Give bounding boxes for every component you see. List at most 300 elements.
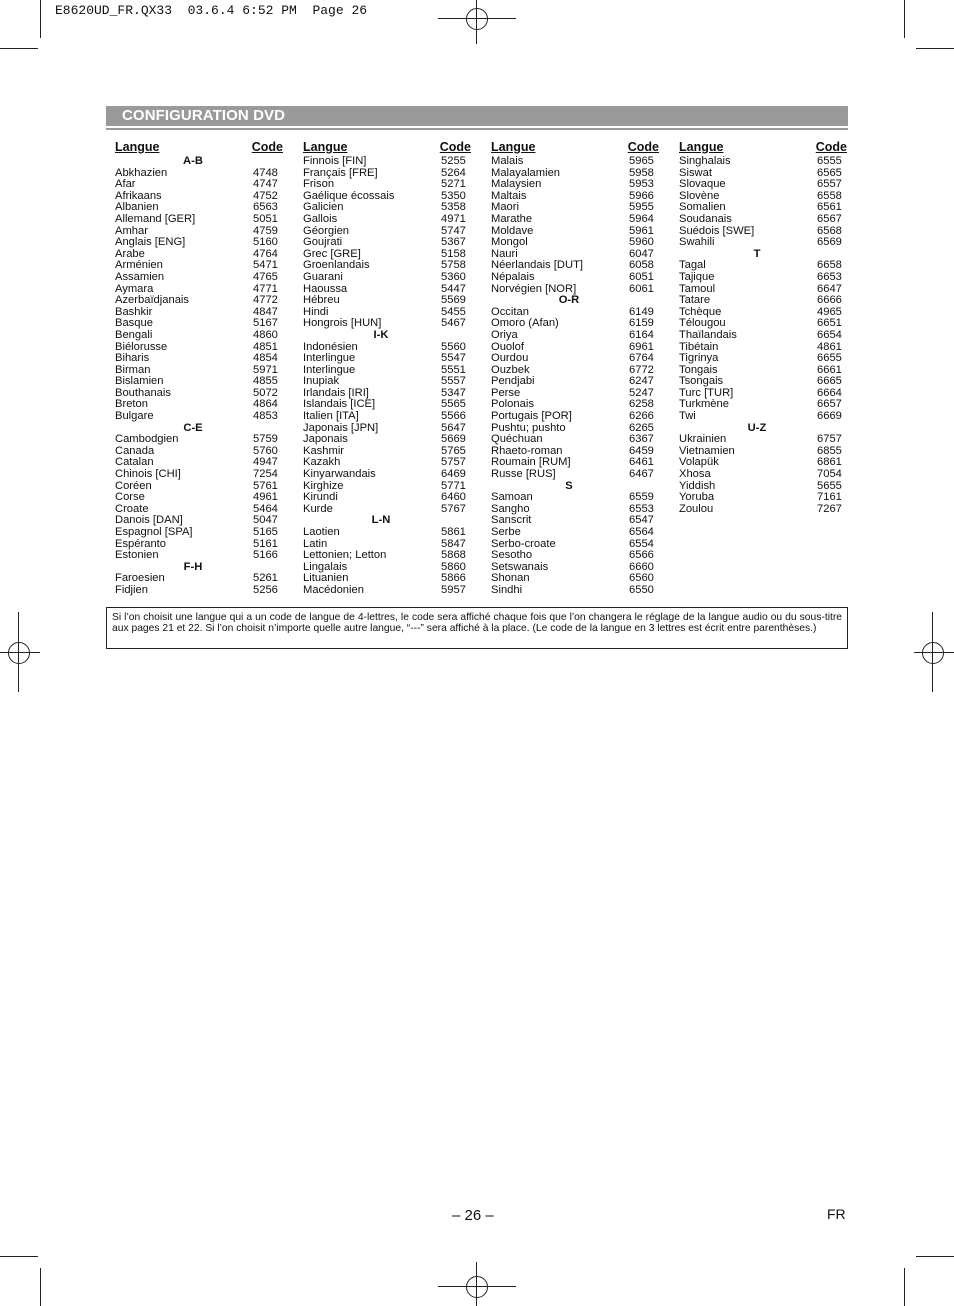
language-name: Fidjien [115, 583, 148, 596]
language-name: Catalan [115, 456, 154, 469]
language-name: Japonais [303, 433, 348, 446]
language-code: 6061 [629, 282, 654, 295]
language-name: Kashmir [303, 444, 345, 457]
language-name: Bengali [115, 328, 153, 341]
column-header [303, 140, 471, 156]
language-tag: FR [827, 1206, 846, 1222]
language-code: 4854 [253, 352, 278, 365]
language-name: Estonien [115, 549, 159, 562]
language-name: Japonais [JPN] [303, 421, 379, 434]
language-code: 6558 [817, 189, 842, 202]
language-code: 6553 [629, 502, 654, 515]
language-code: 5860 [441, 560, 466, 573]
language-name: Oriya [491, 328, 518, 341]
language-name: Islandais [ICE] [303, 398, 376, 411]
language-code: 6554 [629, 537, 654, 550]
language-code: 5347 [441, 386, 466, 399]
language-name: Tatare [679, 294, 711, 307]
language-name: Yoruba [679, 491, 715, 504]
column-header [679, 140, 847, 156]
language-name: Kinyarwandais [303, 468, 376, 481]
language-name: Interlingue [303, 352, 356, 365]
language-row [491, 237, 659, 249]
language-row [115, 214, 283, 226]
section-label: I-K [373, 328, 389, 341]
language-name: Finnois [FIN] [303, 155, 367, 167]
language-name: Coréen [115, 479, 152, 492]
language-name: Sangho [491, 502, 530, 515]
language-code: 6459 [629, 444, 654, 457]
language-name: Serbe [491, 526, 521, 538]
language-name: Groenlandais [303, 259, 370, 272]
language-name: Ukrainien [679, 433, 727, 446]
language-name: Tongais [679, 363, 718, 376]
header-code: Code [627, 140, 659, 154]
language-code: 5161 [253, 537, 278, 550]
language-name: Irlandais [IRI] [303, 386, 369, 399]
language-name: Maltais [491, 189, 527, 202]
language-name: Sindhi [491, 583, 523, 596]
language-code: 5647 [441, 421, 466, 434]
language-name: Français [FRE] [303, 166, 378, 179]
section-header-bar [106, 106, 848, 126]
language-code: 7161 [817, 491, 842, 504]
language-code: 5261 [253, 572, 278, 585]
language-row [115, 330, 283, 342]
language-code: 5866 [441, 572, 466, 585]
language-code: 6557 [817, 178, 842, 191]
language-name: Thaïlandais [679, 328, 737, 341]
language-name: Quéchuan [491, 433, 543, 446]
language-name: Suédois [SWE] [679, 224, 755, 237]
language-name: Arménien [115, 259, 163, 272]
column-header [491, 140, 659, 156]
language-code: 6265 [629, 421, 654, 434]
language-name: Pushtu; pushto [491, 421, 566, 434]
language-name: Afar [115, 178, 136, 191]
language-name: Somalien [679, 201, 726, 214]
language-name: Aymara [115, 282, 154, 295]
language-name: Norvégien [NOR] [491, 282, 577, 295]
language-code: 5557 [441, 375, 466, 388]
language-code: 5565 [441, 398, 466, 411]
header-langue: Langue [303, 140, 348, 154]
language-code: 6550 [629, 583, 654, 596]
language-code: 4965 [817, 305, 842, 318]
language-name: Laotien [303, 526, 340, 538]
language-row [491, 527, 659, 539]
language-code: 5358 [441, 201, 466, 214]
language-name: Biharis [115, 352, 150, 365]
language-name: Moldave [491, 224, 534, 237]
language-name: Afrikaans [115, 189, 162, 202]
language-name: Zoulou [679, 502, 714, 515]
section-label: U-Z [747, 421, 767, 434]
language-name: Géorgien [303, 224, 350, 237]
language-code: 5669 [441, 433, 466, 446]
language-name: Sanscrit [491, 514, 532, 527]
language-code: 5868 [441, 549, 466, 562]
language-name: Danois [DAN] [115, 514, 183, 527]
language-row [303, 237, 471, 249]
language-name: Hongrois [HUN] [303, 317, 382, 330]
language-name: Tibétain [679, 340, 719, 353]
language-code: 5165 [253, 526, 278, 538]
language-code: 5861 [441, 526, 466, 538]
language-name: Portugais [POR] [491, 410, 572, 423]
language-row [115, 295, 283, 307]
header-langue: Langue [115, 140, 160, 154]
language-row [679, 353, 847, 365]
language-name: Shonan [491, 572, 530, 585]
language-name: Allemand [GER] [115, 212, 196, 225]
language-code: 5971 [253, 363, 278, 376]
language-name: Malaysien [491, 178, 542, 191]
language-row [115, 527, 283, 539]
section-label: F-H [183, 560, 203, 573]
language-code: 5767 [441, 502, 466, 515]
language-row [679, 237, 847, 249]
language-code: 6764 [629, 352, 654, 365]
language-code: 6961 [629, 340, 654, 353]
language-name: Guarani [303, 270, 343, 283]
language-name: Volapük [679, 456, 719, 469]
language-code: 5167 [253, 317, 278, 330]
language-name: Polonais [491, 398, 534, 411]
language-name: Espagnol [SPA] [115, 526, 193, 538]
language-name: Vietnamien [679, 444, 735, 457]
language-code: 5247 [629, 386, 654, 399]
language-name: Marathe [491, 212, 533, 225]
language-row [679, 330, 847, 342]
language-code: 4759 [253, 224, 278, 237]
language-name: Croate [115, 502, 149, 515]
language-code: 5464 [253, 502, 278, 515]
language-row [115, 469, 283, 481]
language-code: 5158 [441, 247, 466, 260]
language-code: 4961 [253, 491, 278, 504]
language-name: Faroesien [115, 572, 165, 585]
language-code: 5255 [441, 155, 466, 167]
language-name: Setswanais [491, 560, 549, 573]
language-name: Serbo-croate [491, 537, 556, 550]
language-code: 5447 [441, 282, 466, 295]
language-code: 6655 [817, 352, 842, 365]
column-header [115, 140, 283, 156]
language-code: 6653 [817, 270, 842, 283]
language-code: 6565 [817, 166, 842, 179]
language-code: 5961 [629, 224, 654, 237]
language-code: 6058 [629, 259, 654, 272]
header-langue: Langue [679, 140, 724, 154]
language-code: 5072 [253, 386, 278, 399]
language-row [491, 585, 659, 597]
language-code: 6367 [629, 433, 654, 446]
language-code: 5264 [441, 166, 466, 179]
language-code: 6861 [817, 456, 842, 469]
language-code: 6266 [629, 410, 654, 423]
language-code: 6460 [441, 491, 466, 504]
language-code: 5566 [441, 410, 466, 423]
language-code: 6563 [253, 201, 278, 214]
section-label: S [565, 479, 573, 492]
language-name: Biélorusse [115, 340, 168, 353]
language-name: Tamoul [679, 282, 716, 295]
language-name: Omoro (Afan) [491, 317, 559, 330]
language-name: Russe [RUS] [491, 468, 556, 481]
language-code: 6568 [817, 224, 842, 237]
language-code: 6258 [629, 398, 654, 411]
language-row [303, 585, 471, 597]
language-code: 6149 [629, 305, 654, 318]
language-name: Basque [115, 317, 153, 330]
language-code: 5758 [441, 259, 466, 272]
language-name: Grec [GRE] [303, 247, 361, 260]
language-name: Rhaeto-roman [491, 444, 563, 457]
language-code: 5360 [441, 270, 466, 283]
language-name: Albanien [115, 201, 159, 214]
language-code: 5367 [441, 236, 466, 249]
language-code: 4771 [253, 282, 278, 295]
language-code: 6647 [817, 282, 842, 295]
language-row [679, 411, 847, 423]
language-row [303, 214, 471, 226]
page-title: CONFIGURATION DVD [122, 107, 286, 124]
language-name: Occitan [491, 305, 529, 318]
language-column-1 [115, 140, 283, 597]
footnote-box: Si l’on choisit une langue qui a un code de langue de 4-lettres, le code sera affiché chaque fois que l’on changera le réglage de la langue audio ou du sous-titre aux pages 21 et 22. Si l’on choisit n’importe quelle autre langue, “---” sera affiché à la place. (Le code de la langue en 3 lettres est écrit entre parenthèses.) [106, 607, 848, 649]
language-code: 5760 [253, 444, 278, 457]
language-name: Tajique [679, 270, 715, 283]
language-name: Anglais [ENG] [115, 236, 186, 249]
language-row [491, 214, 659, 226]
language-code: 4765 [253, 270, 278, 283]
language-code: 6657 [817, 398, 842, 411]
language-code: 4748 [253, 166, 278, 179]
language-name: Ouzbek [491, 363, 530, 376]
language-name: Amhar [115, 224, 148, 237]
language-name: Télougou [679, 317, 726, 330]
language-code: 4860 [253, 328, 278, 341]
language-code: 6164 [629, 328, 654, 341]
language-name: Turkmène [679, 398, 729, 411]
language-name: Bulgare [115, 410, 154, 423]
language-code: 6855 [817, 444, 842, 457]
language-row [679, 295, 847, 307]
language-code: 4971 [441, 212, 466, 225]
language-code: 6547 [629, 514, 654, 527]
language-name: Canada [115, 444, 155, 457]
language-name: Haoussa [303, 282, 348, 295]
language-row [303, 353, 471, 365]
language-row [679, 214, 847, 226]
language-code: 6469 [441, 468, 466, 481]
language-name: Tagal [679, 259, 706, 272]
language-name: Singhalais [679, 155, 731, 167]
language-code: 6665 [817, 375, 842, 388]
language-code: 6567 [817, 212, 842, 225]
language-row [303, 469, 471, 481]
language-code: 5569 [441, 294, 466, 307]
language-code: 6566 [629, 549, 654, 562]
language-name: Sesotho [491, 549, 533, 562]
language-code: 7254 [253, 468, 278, 481]
language-code: 6669 [817, 410, 842, 423]
language-code: 6651 [817, 317, 842, 330]
language-name: Italien [ITA] [303, 410, 359, 423]
language-code: 5759 [253, 433, 278, 446]
language-code: 5166 [253, 549, 278, 562]
language-row [115, 237, 283, 249]
language-code: 6772 [629, 363, 654, 376]
language-name: Yiddish [679, 479, 716, 492]
language-name: Kazakh [303, 456, 341, 469]
language-name: Arabe [115, 247, 145, 260]
language-name: Galicien [303, 201, 344, 214]
language-code: 5256 [253, 583, 278, 596]
language-code: 5955 [629, 201, 654, 214]
language-code: 5350 [441, 189, 466, 202]
language-code: 5958 [629, 166, 654, 179]
language-code: 5271 [441, 178, 466, 191]
language-code: 4851 [253, 340, 278, 353]
language-code: 5765 [441, 444, 466, 457]
language-code: 6467 [629, 468, 654, 481]
language-code: 6666 [817, 294, 842, 307]
language-code: 5655 [817, 479, 842, 492]
language-code: 6555 [817, 155, 842, 167]
language-code: 5551 [441, 363, 466, 376]
language-name: Kirghize [303, 479, 344, 492]
language-code: 5847 [441, 537, 466, 550]
language-name: Lettonien; Letton [303, 549, 387, 562]
language-name: Chinois [CHI] [115, 468, 181, 481]
language-code: 6664 [817, 386, 842, 399]
section-label: C-E [183, 421, 203, 434]
language-code: 7054 [817, 468, 842, 481]
header-code: Code [815, 140, 847, 154]
language-row [679, 156, 847, 168]
language-code: 5455 [441, 305, 466, 318]
language-name: Lingalais [303, 560, 348, 573]
language-name: Ourdou [491, 352, 529, 365]
language-column-3 [491, 140, 659, 597]
language-code: 4864 [253, 398, 278, 411]
language-code: 4747 [253, 178, 278, 191]
language-row [491, 469, 659, 481]
language-code: 6660 [629, 560, 654, 573]
language-code: 5960 [629, 236, 654, 249]
language-code: 4855 [253, 375, 278, 388]
language-row [303, 272, 471, 284]
language-name: Bouthanais [115, 386, 171, 399]
language-code: 4861 [817, 340, 842, 353]
language-code: 5771 [441, 479, 466, 492]
language-row [679, 272, 847, 284]
language-name: Bislamien [115, 375, 164, 388]
language-code: 6569 [817, 236, 842, 249]
language-name: Perse [491, 386, 521, 399]
language-code: 5965 [629, 155, 654, 167]
language-name: Goujrati [303, 236, 343, 249]
language-name: Népalais [491, 270, 535, 283]
section-label: A-B [183, 155, 203, 167]
language-code: 5051 [253, 212, 278, 225]
section-label: O-R [558, 294, 580, 307]
language-code: 5957 [441, 583, 466, 596]
language-code: 4947 [253, 456, 278, 469]
section-label: L-N [371, 514, 391, 527]
language-name: Assamien [115, 270, 165, 283]
language-row [491, 272, 659, 284]
language-column-4 [679, 140, 847, 515]
language-code: 6658 [817, 259, 842, 272]
language-column-2 [303, 140, 471, 597]
language-code: 7267 [817, 502, 842, 515]
language-name: Xhosa [679, 468, 711, 481]
language-code: 5047 [253, 514, 278, 527]
language-code: 4847 [253, 305, 278, 318]
language-name: Slovène [679, 189, 720, 202]
language-code: 5966 [629, 189, 654, 202]
language-code: 6560 [629, 572, 654, 585]
language-name: Tigrinya [679, 352, 719, 365]
header-code: Code [251, 140, 283, 154]
language-name: Indonésien [303, 340, 358, 353]
language-row [679, 504, 847, 516]
language-row [491, 411, 659, 423]
language-name: Tsongais [679, 375, 724, 388]
language-name: Malayalamien [491, 166, 561, 179]
language-name: Samoan [491, 491, 533, 504]
language-name: Néerlandais [DUT] [491, 259, 584, 272]
language-name: Interlingue [303, 363, 356, 376]
language-code: 5467 [441, 317, 466, 330]
language-code: 5953 [629, 178, 654, 191]
language-code: 6051 [629, 270, 654, 283]
language-name: Soudanais [679, 212, 732, 225]
language-name: Azerbaïdjanais [115, 294, 190, 307]
language-name: Kurde [303, 502, 333, 515]
language-name: Mongol [491, 236, 528, 249]
language-code: 5757 [441, 456, 466, 469]
language-name: Nauri [491, 247, 518, 260]
language-row [115, 585, 283, 597]
language-name: Gaélique écossais [303, 189, 395, 202]
language-row [115, 353, 283, 365]
language-name: Frison [303, 178, 335, 191]
language-code: 6654 [817, 328, 842, 341]
page-number: – 26 – [452, 1207, 494, 1224]
language-code: 6047 [629, 247, 654, 260]
language-name: Pendjabi [491, 375, 535, 388]
language-code: 5761 [253, 479, 278, 492]
language-code: 6757 [817, 433, 842, 446]
language-code: 6559 [629, 491, 654, 504]
language-name: Hindi [303, 305, 329, 318]
language-name: Espéranto [115, 537, 166, 550]
language-name: Cambodgien [115, 433, 179, 446]
language-row [491, 156, 659, 168]
language-code: 5964 [629, 212, 654, 225]
section-label: T [753, 247, 761, 260]
language-name: Ouolof [491, 340, 524, 353]
language-row [491, 353, 659, 365]
language-code: 5547 [441, 352, 466, 365]
language-code: 4764 [253, 247, 278, 260]
language-name: Slovaque [679, 178, 726, 191]
language-code: 6461 [629, 456, 654, 469]
